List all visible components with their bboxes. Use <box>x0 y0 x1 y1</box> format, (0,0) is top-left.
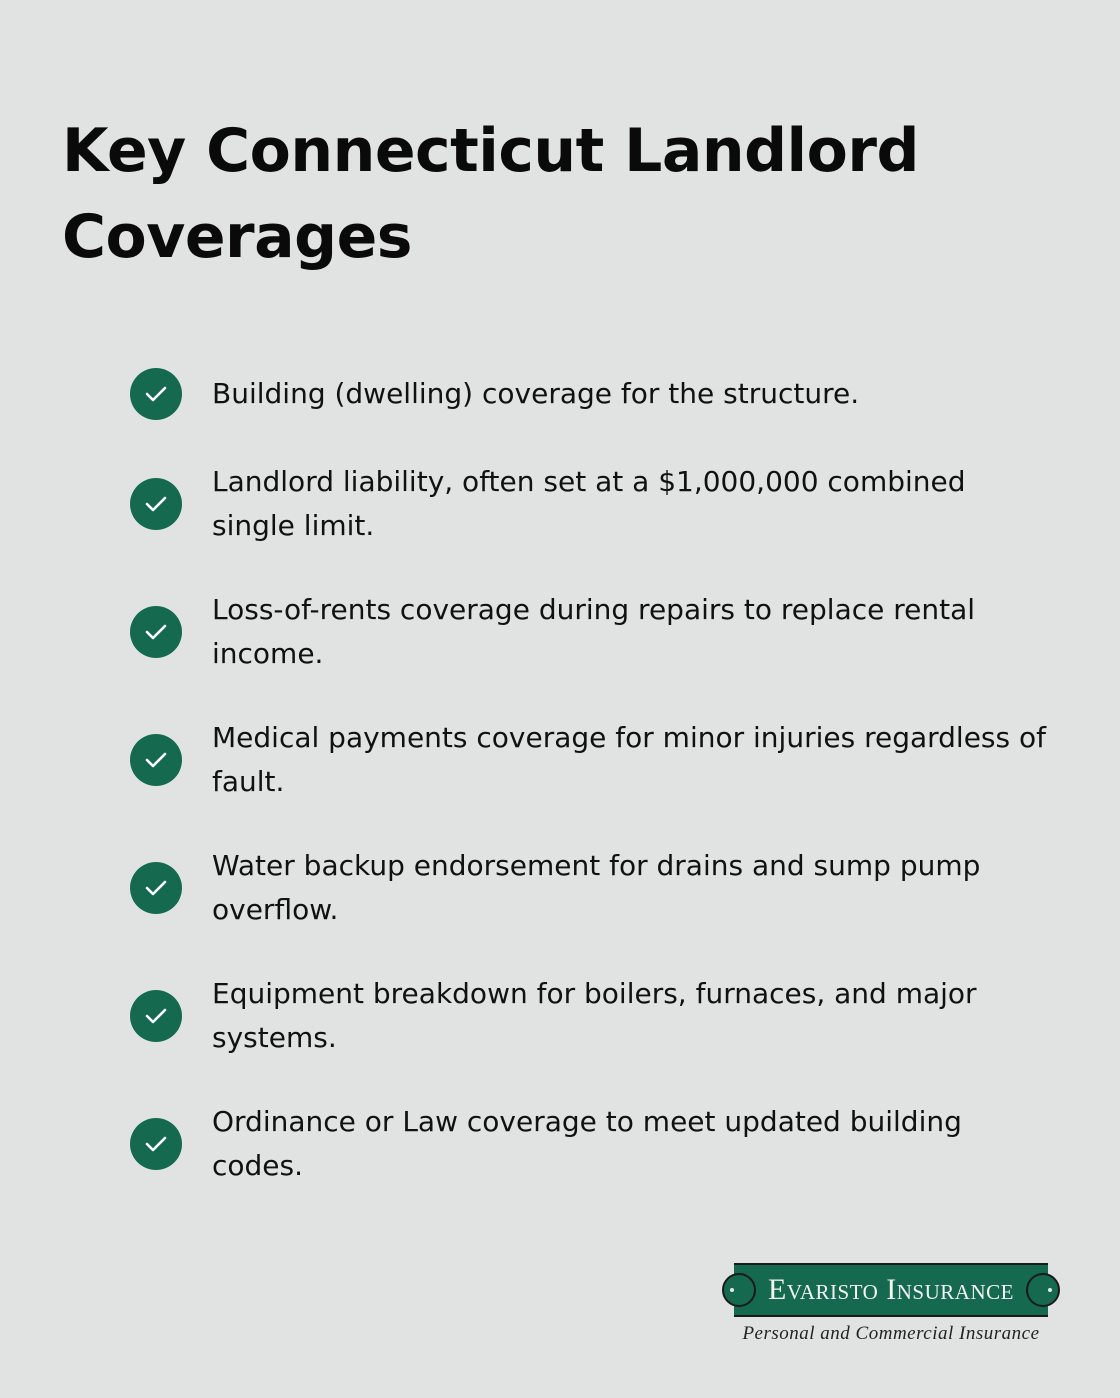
list-item <box>130 460 1070 548</box>
list-item-text: Ordinance or Law coverage to meet updated building codes. <box>212 1105 962 1182</box>
logo-name: Evaristo Insurance <box>768 1273 1014 1306</box>
list-item-text: Equipment breakdown for boilers, furnaces, and major systems. <box>212 977 977 1054</box>
list-item-text: Water backup endorsement for drains and sump pump overflow. <box>212 849 981 926</box>
check-circle-icon <box>130 606 182 658</box>
list-item-text: Building (dwelling) coverage for the structure. <box>212 377 860 410</box>
list-item-text: Loss-of-rents coverage during repairs to replace rental income. <box>212 593 976 670</box>
logo-badge <box>734 1263 1048 1317</box>
check-circle-icon <box>130 734 182 786</box>
check-circle-icon <box>130 368 182 420</box>
page-title: Key Connecticut Landlord Coverages <box>62 116 919 272</box>
logo-dot-left <box>730 1288 734 1292</box>
company-logo <box>724 1263 1058 1345</box>
list-item <box>130 844 1070 932</box>
list-item <box>130 368 1070 420</box>
check-circle-icon <box>130 862 182 914</box>
check-circle-icon <box>130 990 182 1042</box>
list-item <box>130 716 1070 804</box>
check-circle-icon <box>130 1118 182 1170</box>
check-circle-icon <box>130 478 182 530</box>
list-item-text: Landlord liability, often set at a $1,000,000 combined single limit. <box>212 465 966 542</box>
logo-dot-right <box>1048 1288 1052 1292</box>
list-item <box>130 1100 1070 1188</box>
list-item <box>130 972 1070 1060</box>
logo-tagline: Personal and Commercial Insurance <box>742 1323 1040 1344</box>
list-item-text: Medical payments coverage for minor injuries regardless of fault. <box>212 721 1046 798</box>
list-item <box>130 588 1070 676</box>
